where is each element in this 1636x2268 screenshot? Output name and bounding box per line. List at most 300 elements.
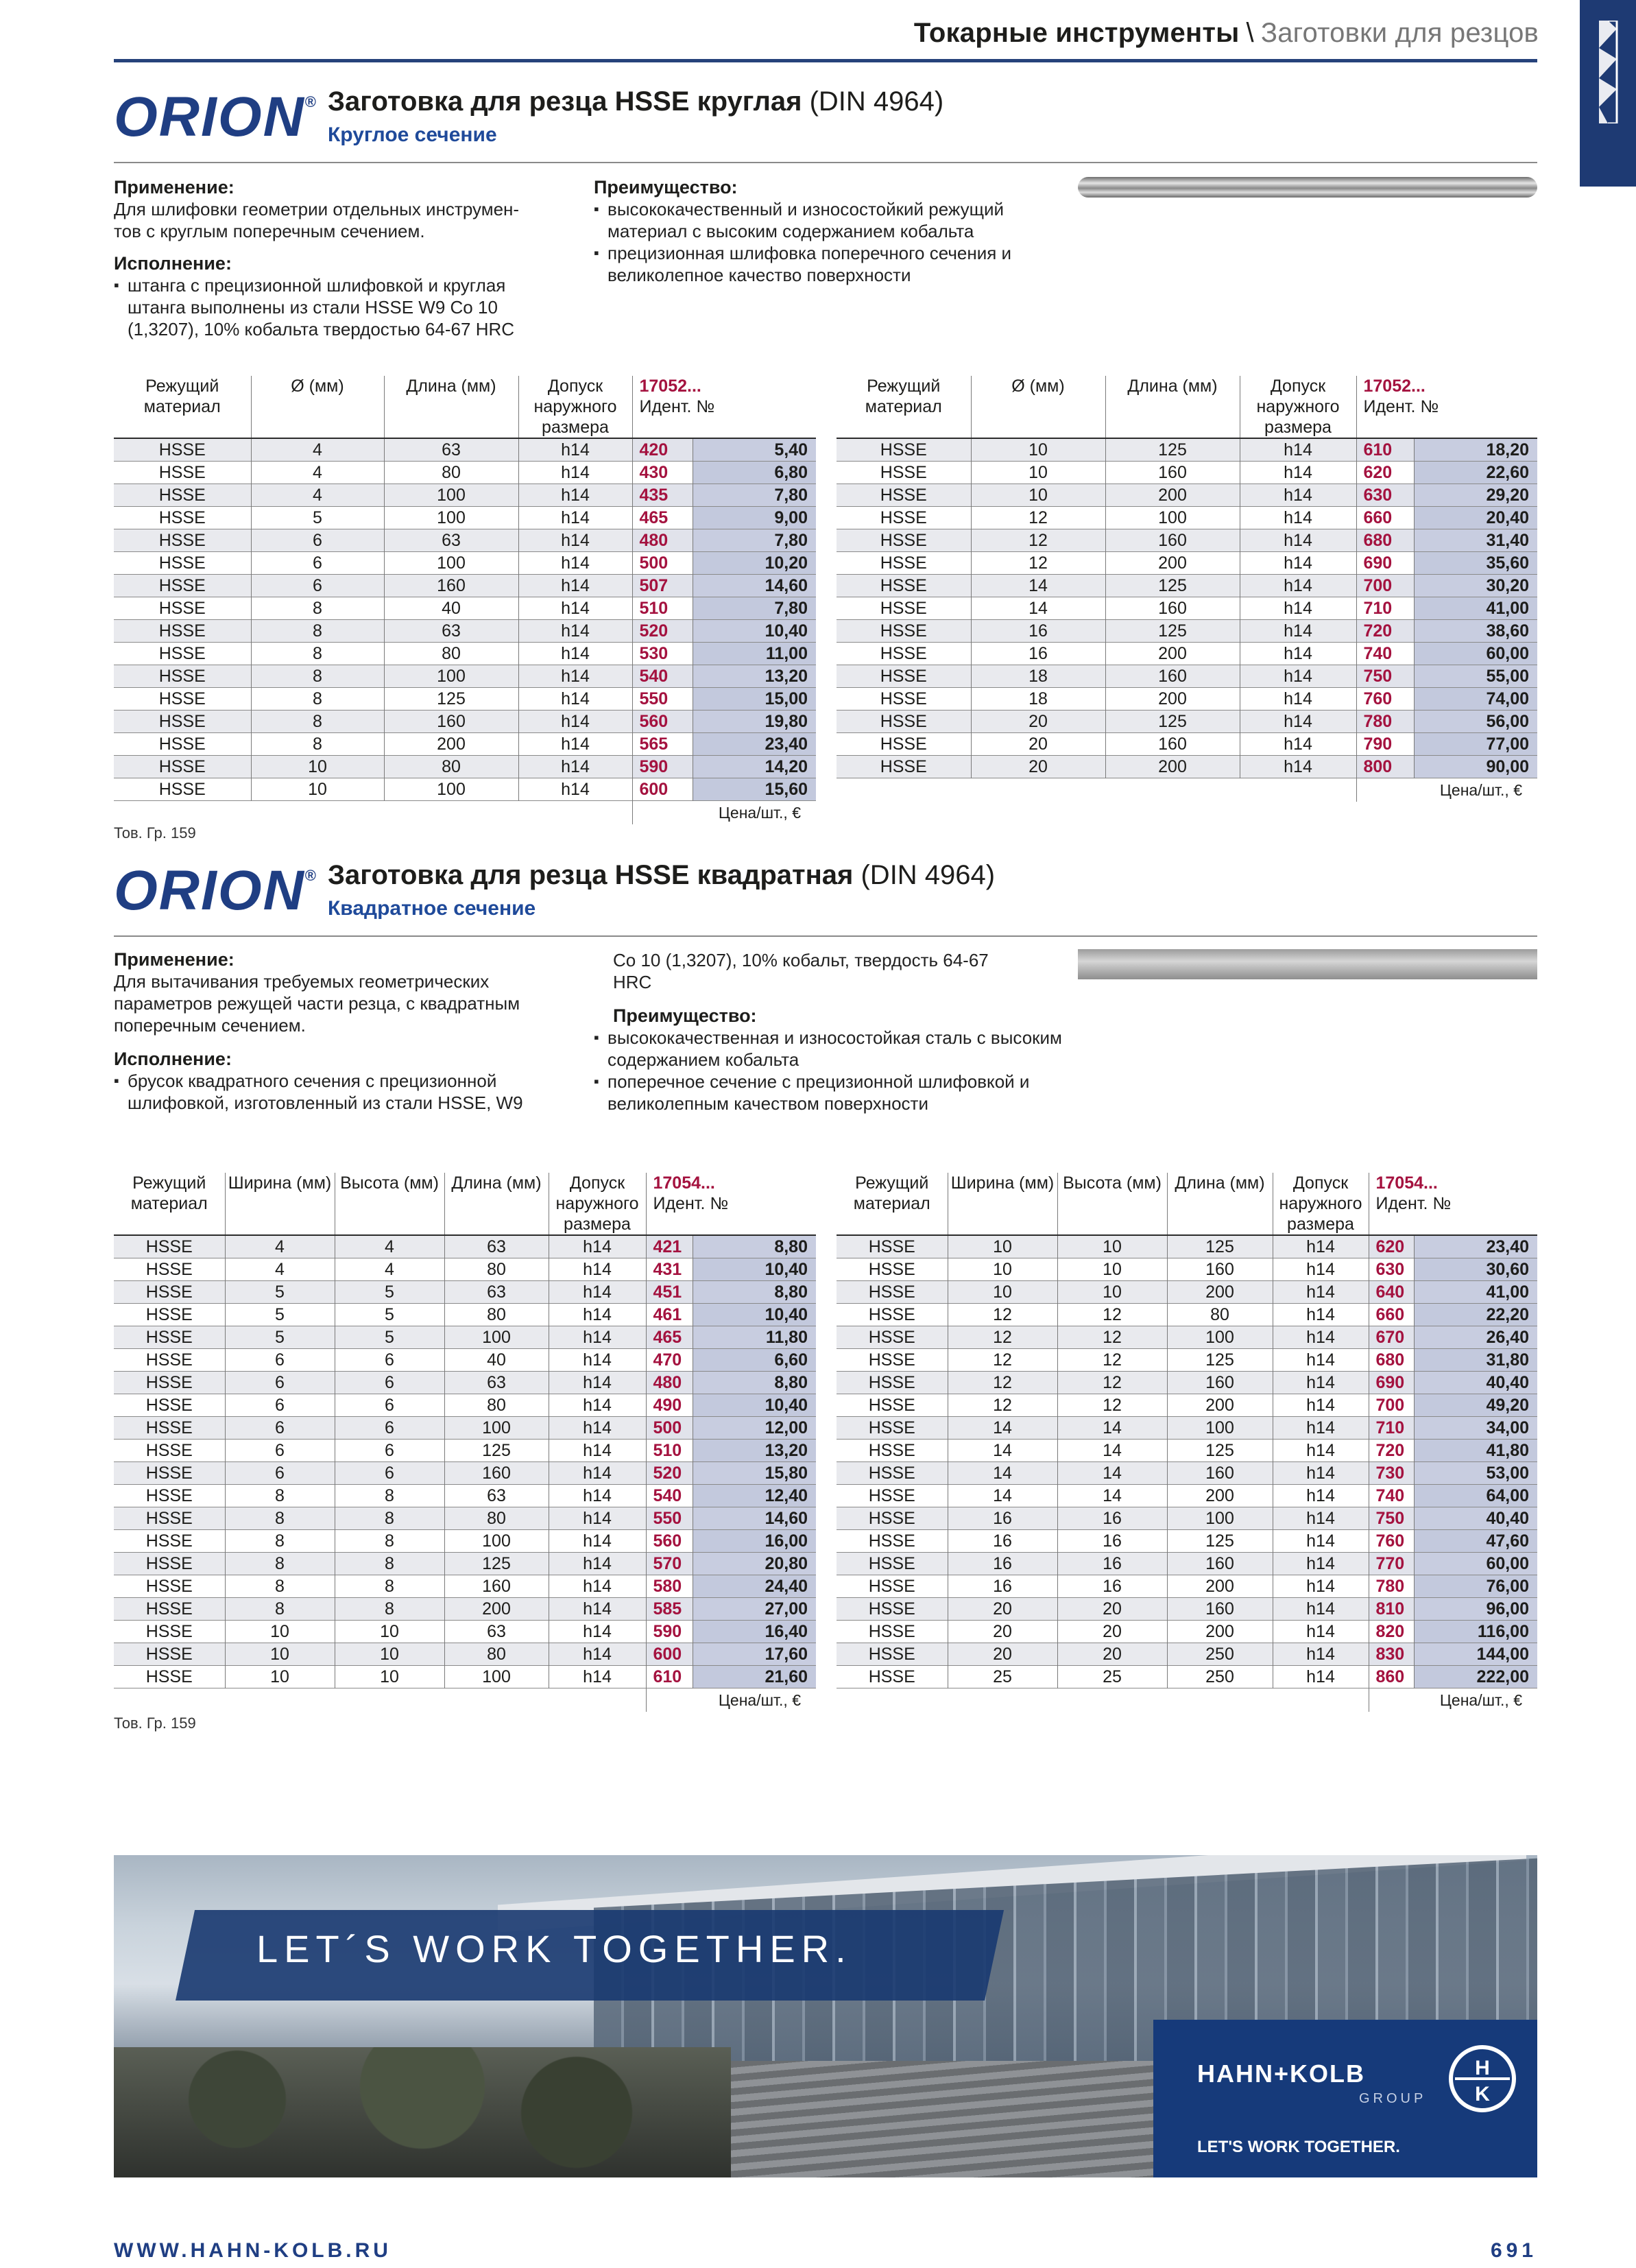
table-cell: 12 [971, 552, 1105, 575]
table-cell: 8 [225, 1507, 335, 1530]
table-cell: 125 [384, 688, 518, 711]
emblem-letter-k: K [1475, 2083, 1490, 2105]
table-cell: 8 [335, 1485, 444, 1507]
ident-cell: 630 [1369, 1258, 1414, 1281]
ident-cell: 670 [1369, 1326, 1414, 1349]
price-cell: 76,00 [1414, 1575, 1537, 1598]
price-cell: 14,60 [693, 1507, 816, 1530]
table-cell: 20 [971, 711, 1105, 733]
table-row [837, 552, 1537, 575]
price-cell: 27,00 [693, 1598, 816, 1621]
advantage-item: ▪ поперечное сечение с прецизионной шлифовкой и великолепным качеством поверхности [594, 1071, 1066, 1114]
table-cell: 63 [384, 438, 518, 462]
ident-cell: 750 [1356, 665, 1414, 688]
price-cell: 7,80 [693, 597, 816, 620]
price-cell: 222,00 [1414, 1666, 1537, 1688]
table-cell: h14 [549, 1258, 646, 1281]
table-cell: 16 [1057, 1507, 1167, 1530]
table-cell: HSSE [114, 1507, 225, 1530]
section1-group-note: Тов. Гр. 159 [114, 824, 196, 841]
table-cell: 100 [384, 484, 518, 507]
table-cell: HSSE [114, 1462, 225, 1485]
ident-cell: 760 [1356, 688, 1414, 711]
price-cell: 40,40 [1414, 1507, 1537, 1530]
ident-cell: 510 [632, 597, 693, 620]
ident-cell: 600 [646, 1643, 693, 1666]
table-cell: HSSE [145, 1350, 193, 1370]
company-slogan: LET'S WORK TOGETHER. [1197, 2138, 1400, 2156]
ident-cell: 610 [1356, 438, 1414, 462]
exec-item: ▪ штанга с прецизионной шлифовкой и круглая штанга выполнены из стали HSSE W9 Co 10 (1,3207), 10% кобальта твердостью 64-67 HRC [114, 274, 566, 340]
table-cell: 250 [1167, 1643, 1273, 1666]
table-row [837, 1598, 1537, 1621]
ident-cell: 740 [1356, 643, 1414, 665]
section2-advantages: Co 10 (1,3207), 10% кобальт, твердость 64-67 HRC Преимущество: ▪ высококачественная и износостойкая сталь с высоким содержанием кобальта ▪ поперечное сечение с прецизионной шлифовкой и великолепным качеством поверхности [613, 949, 1066, 1114]
table-cell: 14 [1057, 1440, 1167, 1462]
table-cell: 14 [1057, 1417, 1167, 1440]
table-row [837, 733, 1537, 756]
col-tolerance: Допуск наружного размера [549, 1173, 646, 1235]
col-tolerance: Допуск наружного размера [1273, 1173, 1369, 1235]
price-cell: 5,40 [693, 438, 816, 462]
table-cell: 12 [1057, 1394, 1167, 1417]
table-row [837, 1281, 1537, 1304]
table-row [114, 1643, 816, 1666]
price-cell: 21,60 [693, 1666, 816, 1688]
table-row [114, 1440, 816, 1462]
table-cell: HSSE [837, 711, 971, 733]
chapter-tab[interactable] [1580, 0, 1636, 187]
hahn-kolb-logo-box [1153, 2020, 1537, 2177]
table-cell: 6 [225, 1417, 335, 1440]
table-cell: HSSE [837, 1281, 948, 1304]
table-cell: 200 [1105, 484, 1240, 507]
table-cell: 4 [251, 484, 384, 507]
table-cell: 10 [335, 1621, 444, 1643]
table-cell: h14 [1273, 1598, 1369, 1621]
col-material: Режущий материал [853, 1173, 930, 1213]
table-cell: 100 [444, 1666, 549, 1688]
table-cell: 18 [971, 688, 1105, 711]
ident-cell: 550 [646, 1507, 693, 1530]
ident-cell: 540 [646, 1485, 693, 1507]
table-row [114, 597, 816, 620]
table-cell: 10 [971, 462, 1105, 484]
table-row [114, 484, 816, 507]
ident-cell: 435 [632, 484, 693, 507]
header-sub: Заготовки для резцов [1260, 18, 1539, 48]
orion-logo: ORION® [114, 86, 318, 148]
table-cell: 12 [971, 529, 1105, 552]
table-cell: h14 [1240, 575, 1356, 597]
table-cell: h14 [1273, 1485, 1369, 1507]
table-cell: h14 [1273, 1462, 1369, 1485]
ident-cell: 710 [1369, 1417, 1414, 1440]
table-cell: HSSE [158, 780, 206, 799]
ident-cell: 730 [1369, 1462, 1414, 1485]
table-cell: HSSE [114, 1417, 225, 1440]
table-cell: 10 [225, 1666, 335, 1688]
table-cell: 5 [225, 1281, 335, 1304]
table-row [114, 575, 816, 597]
price-cell: 31,40 [1414, 529, 1537, 552]
col-ident: 17054... Идент. № [646, 1173, 816, 1235]
table-cell: 200 [1105, 688, 1240, 711]
price-cell: 18,20 [1414, 438, 1537, 462]
table-row [114, 1304, 816, 1326]
price-unit-label: Цена/шт., € [1369, 1688, 1537, 1712]
table-cell: h14 [518, 484, 632, 507]
ident-cell: 507 [632, 575, 693, 597]
table-cell: h14 [549, 1507, 646, 1530]
table-row [114, 1462, 816, 1485]
table-cell: HSSE [145, 1260, 193, 1279]
ident-cell: 550 [632, 688, 693, 711]
table-cell: 100 [384, 507, 518, 529]
price-cell: 41,00 [1414, 597, 1537, 620]
table-cell: 8 [335, 1598, 444, 1621]
table-row [837, 1666, 1537, 1688]
table-cell: h14 [1273, 1258, 1369, 1281]
ident-cell: 461 [646, 1304, 693, 1326]
table-cell: HSSE [158, 689, 206, 708]
table-cell: 8 [335, 1575, 444, 1598]
table-cell: HSSE [868, 1305, 915, 1324]
section1-title: Заготовка для резца HSSE круглая (DIN 4964) [328, 86, 944, 117]
table-cell: h14 [549, 1349, 646, 1372]
table-cell: 6 [335, 1440, 444, 1462]
table-cell: h14 [1273, 1326, 1369, 1349]
table-row [837, 1372, 1537, 1394]
table-cell: 12 [1057, 1304, 1167, 1326]
header-main: Токарные инструменты [913, 18, 1240, 48]
price-cell: 23,40 [1414, 1235, 1537, 1258]
table-cell: 63 [444, 1372, 549, 1394]
table-cell: h14 [518, 756, 632, 778]
price-cell: 41,80 [1414, 1440, 1537, 1462]
table-cell: HSSE [837, 529, 971, 552]
table-cell: 8 [251, 643, 384, 665]
table-cell: h14 [549, 1235, 646, 1258]
ident-cell: 720 [1356, 620, 1414, 643]
table-cell: 6 [225, 1349, 335, 1372]
table-cell: HSSE [114, 711, 251, 733]
price-cell: 35,60 [1414, 552, 1537, 575]
table-cell: 16 [948, 1530, 1057, 1553]
table-cell: 200 [444, 1598, 549, 1621]
table-cell: 16 [1057, 1553, 1167, 1575]
price-cell: 7,80 [693, 529, 816, 552]
table-row [114, 756, 816, 778]
table-cell: h14 [549, 1326, 646, 1349]
table-cell: 12 [948, 1394, 1057, 1417]
table-cell: HSSE [158, 735, 206, 754]
table-cell: 5 [225, 1326, 335, 1349]
table-cell: 12 [948, 1304, 1057, 1326]
table-cell: h14 [1240, 529, 1356, 552]
table-cell: 12 [1057, 1349, 1167, 1372]
table-cell: HSSE [880, 689, 927, 708]
table-row [114, 643, 816, 665]
table-cell: HSSE [158, 599, 206, 618]
table-cell: HSSE [837, 1417, 948, 1440]
table-cell: 8 [251, 620, 384, 643]
price-cell: 12,40 [693, 1485, 816, 1507]
price-cell: 17,60 [693, 1643, 816, 1666]
hk-emblem-icon [1448, 2044, 1517, 2113]
table-row [837, 1643, 1537, 1666]
table-cell: 14 [948, 1462, 1057, 1485]
table-row [837, 1304, 1537, 1326]
table-row [837, 1258, 1537, 1281]
table-cell: HSSE [145, 1305, 193, 1324]
ident-cell: 590 [646, 1621, 693, 1643]
price-cell: 26,40 [1414, 1326, 1537, 1349]
table-row [114, 1372, 816, 1394]
price-cell: 11,80 [693, 1326, 816, 1349]
table-row [114, 1485, 816, 1507]
price-cell: 24,40 [693, 1575, 816, 1598]
ident-cell: 510 [646, 1440, 693, 1462]
ident-cell: 820 [1369, 1621, 1414, 1643]
table-cell: HSSE [158, 553, 206, 573]
table-cell: HSSE [837, 438, 971, 462]
table-cell: 100 [384, 552, 518, 575]
col-diameter: Ø (мм) [251, 376, 384, 438]
table-row [837, 1440, 1537, 1462]
table-cell: HSSE [114, 529, 251, 552]
table-cell: 6 [225, 1372, 335, 1394]
table-cell: 200 [1105, 643, 1240, 665]
section1-advantages: Преимущество: ▪ высококачественный и износостойкий режущий материал с высоким содержанием кобальта ▪ прецизионная шлифовка поперечного сечения и великолепное качество поверхности [594, 177, 1060, 286]
table-cell: 200 [384, 733, 518, 756]
table-cell: 160 [1167, 1372, 1273, 1394]
table-row [114, 1235, 816, 1258]
ident-cell: 680 [1356, 529, 1414, 552]
price-cell: 14,60 [693, 575, 816, 597]
table-cell: h14 [518, 778, 632, 801]
table-cell: 80 [444, 1304, 549, 1326]
table-row [837, 484, 1537, 507]
header-rule [114, 59, 1537, 62]
ident-cell: 750 [1369, 1507, 1414, 1530]
header-separator: \ [1246, 18, 1254, 48]
table-cell: 63 [444, 1621, 549, 1643]
table-cell: 16 [1057, 1575, 1167, 1598]
table-cell: h14 [549, 1643, 646, 1666]
table-row [114, 1666, 816, 1688]
table-row [114, 711, 816, 733]
table-cell: 160 [444, 1462, 549, 1485]
table-row [837, 1326, 1537, 1349]
table-cell: h14 [549, 1372, 646, 1394]
table-row [837, 620, 1537, 643]
table-row [114, 1258, 816, 1281]
table-cell: HSSE [837, 1372, 948, 1394]
price-cell: 60,00 [1414, 1553, 1537, 1575]
table-cell: h14 [549, 1575, 646, 1598]
ident-cell: 690 [1356, 552, 1414, 575]
advantage-item: ▪ прецизионная шлифовка поперечного сечения и великолепное качество поверхности [594, 242, 1060, 286]
ident-cell: 590 [632, 756, 693, 778]
ident-cell: 500 [632, 552, 693, 575]
table-row [837, 507, 1537, 529]
section2-table-right [837, 1173, 1537, 1712]
table-cell: h14 [518, 462, 632, 484]
table-cell: 6 [251, 575, 384, 597]
price-cell: 144,00 [1414, 1643, 1537, 1666]
price-cell: 15,60 [693, 778, 816, 801]
table-cell: 80 [384, 756, 518, 778]
table-cell: 10 [948, 1258, 1057, 1281]
table-cell: 4 [251, 438, 384, 462]
table-cell: 160 [384, 711, 518, 733]
table-row [837, 665, 1537, 688]
table-cell: 160 [1105, 665, 1240, 688]
emblem-letter-h: H [1475, 2057, 1490, 2079]
table-cell: HSSE [145, 1441, 193, 1460]
ident-cell: 580 [646, 1575, 693, 1598]
table-cell: 125 [1105, 438, 1240, 462]
table-cell: HSSE [880, 735, 927, 754]
table-row [837, 756, 1537, 778]
table-cell: 14 [948, 1485, 1057, 1507]
table-cell: 8 [225, 1598, 335, 1621]
table-cell: h14 [549, 1417, 646, 1440]
price-cell: 31,80 [1414, 1349, 1537, 1372]
ident-cell: 520 [646, 1462, 693, 1485]
table-cell: HSSE [837, 756, 971, 778]
section2-rule [114, 935, 1537, 937]
price-unit-label: Цена/шт., € [1356, 778, 1537, 802]
ident-cell: 680 [1369, 1349, 1414, 1372]
table-cell: h14 [518, 711, 632, 733]
section1-subtitle: Круглое сечение [328, 123, 497, 146]
table-row [837, 1621, 1537, 1643]
ident-cell: 620 [1356, 462, 1414, 484]
table-cell: 4 [225, 1235, 335, 1258]
ident-cell: 700 [1369, 1394, 1414, 1417]
price-cell: 30,20 [1414, 575, 1537, 597]
table-cell: 14 [1057, 1485, 1167, 1507]
table-row [114, 552, 816, 575]
table-cell: HSSE [868, 1622, 915, 1641]
table-cell: 8 [251, 711, 384, 733]
table-cell: 125 [1167, 1235, 1273, 1258]
table-cell: 100 [444, 1530, 549, 1553]
table-cell: HSSE [868, 1441, 915, 1460]
table-cell: h14 [1273, 1281, 1369, 1304]
ident-cell: 560 [632, 711, 693, 733]
table-cell: HSSE [880, 599, 927, 618]
table-cell: 40 [444, 1349, 549, 1372]
table-cell: h14 [518, 575, 632, 597]
price-cell: 38,60 [1414, 620, 1537, 643]
table-row [837, 1349, 1537, 1372]
table-cell: 5 [251, 507, 384, 529]
company-group: GROUP [1359, 2091, 1427, 2106]
table-row [837, 711, 1537, 733]
ident-cell: 431 [646, 1258, 693, 1281]
table-cell: h14 [1240, 552, 1356, 575]
table-cell: 100 [444, 1417, 549, 1440]
price-cell: 20,40 [1414, 507, 1537, 529]
ident-cell: 500 [646, 1417, 693, 1440]
col-ident: 17052... Идент. № [632, 376, 816, 438]
ident-cell: 720 [1369, 1440, 1414, 1462]
table-cell: 200 [1167, 1575, 1273, 1598]
table-cell: HSSE [868, 1531, 915, 1551]
table-cell: 5 [335, 1281, 444, 1304]
table-cell: HSSE [158, 463, 206, 482]
table-cell: HSSE [114, 484, 251, 507]
table-cell: 80 [444, 1643, 549, 1666]
price-cell: 77,00 [1414, 733, 1537, 756]
table-cell: HSSE [837, 1507, 948, 1530]
section2-subtitle: Квадратное сечение [328, 897, 536, 920]
table-cell: h14 [518, 552, 632, 575]
table-cell: h14 [1273, 1304, 1369, 1326]
table-cell: 6 [225, 1394, 335, 1417]
price-cell: 12,00 [693, 1417, 816, 1440]
table-row [837, 438, 1537, 462]
section1-table-left [114, 376, 816, 824]
table-cell: 63 [444, 1235, 549, 1258]
table-cell: 6 [225, 1462, 335, 1485]
price-cell: 10,40 [693, 1304, 816, 1326]
price-cell: 8,80 [693, 1235, 816, 1258]
table-cell: h14 [518, 438, 632, 462]
table-cell: h14 [549, 1304, 646, 1326]
table-cell: 80 [444, 1258, 549, 1281]
ident-cell: 480 [632, 529, 693, 552]
ident-cell: 660 [1356, 507, 1414, 529]
col-tolerance: Допуск наружного размера [1240, 376, 1356, 438]
promo-banner[interactable] [114, 1855, 1537, 2177]
website-link[interactable]: WWW.HAHN-KOLB.RU [114, 2239, 392, 2262]
table-cell: 6 [251, 529, 384, 552]
table-cell: 25 [948, 1666, 1057, 1688]
ident-cell: 585 [646, 1598, 693, 1621]
exec-item: ▪ брусок квадратного сечения с прецизионной шлифовкой, изготовленный из стали HSSE, W9 [114, 1070, 566, 1114]
table-cell: 80 [444, 1507, 549, 1530]
col-material: Режущий материал [143, 377, 221, 416]
table-cell: 125 [1167, 1349, 1273, 1372]
ident-cell: 560 [646, 1530, 693, 1553]
col-material: Режущий материал [865, 377, 942, 416]
page-number: 691 [1490, 2239, 1537, 2262]
table-cell: 14 [1057, 1462, 1167, 1485]
table-cell: 20 [971, 756, 1105, 778]
table-cell: HSSE [158, 508, 206, 527]
table-cell: HSSE [145, 1531, 193, 1551]
table-row [114, 778, 816, 801]
table-row [837, 1530, 1537, 1553]
price-cell: 8,80 [693, 1372, 816, 1394]
price-cell: 16,40 [693, 1621, 816, 1643]
table-row [114, 1417, 816, 1440]
table-row [114, 733, 816, 756]
table-cell: 125 [1167, 1440, 1273, 1462]
table-cell: 20 [1057, 1643, 1167, 1666]
price-cell: 53,00 [1414, 1462, 1537, 1485]
ident-cell: 570 [646, 1553, 693, 1575]
table-cell: 125 [1105, 575, 1240, 597]
table-cell: h14 [549, 1621, 646, 1643]
table-cell: 160 [444, 1575, 549, 1598]
table-row [114, 438, 816, 462]
table-row [837, 1394, 1537, 1417]
